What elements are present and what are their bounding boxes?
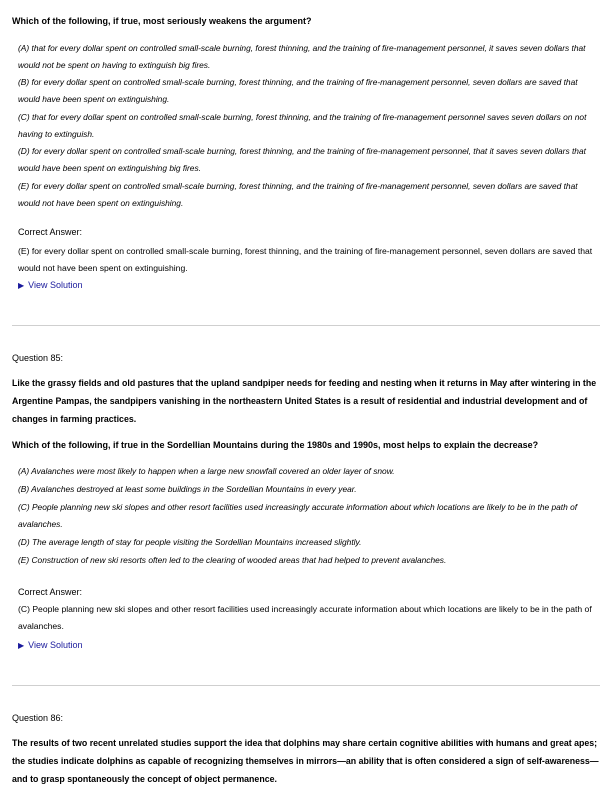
q85-option-b: (B) Avalanches destroyed at least some buildings in the Sordellian Mountains in every year. [18, 484, 357, 494]
q85-options [18, 463, 600, 570]
q84-option-c: (C) that for every dollar spent on controlled small-scale burning, forest thinning, and the training of fire-management personnel saves seven dollars on not having to extinguish. [18, 112, 587, 139]
q84-answer: (E) for every dollar spent on controlled small-scale burning, forest thinning, and the training of fire-management personnel, seven dollars are saved that would not have been spent on extinguishing. [18, 246, 593, 273]
q85-view-solution-label: View Solution [28, 640, 83, 650]
q84-answer-label: Correct Answer: [18, 227, 83, 237]
q84-options [18, 40, 600, 212]
q84-option-a: (A) that for every dollar spent on controlled small-scale burning, forest thinning, and the training of fire-management personnel, it saves seven dollars that would not be spent on having to extinguish big fires. [18, 43, 586, 70]
q85-option-a: (A) Avalanches were most likely to happen when a large new snowfall covered an older layer of snow. [18, 466, 395, 476]
q85-answer: (C) People planning new ski slopes and other resort facilities used increasingly accurate information about which locations are likely to be in the path of avalanches. [18, 604, 592, 631]
q85-passage: Like the grassy fields and old pastures that the upland sandpiper needs for feeding and nesting when it returns in May after wintering in the Argentine Pampas, the sandpipers vanishing in the northeastern United States is a result of residential and industrial development and of changes in farming practices. [12, 378, 597, 424]
q84-option-d: (D) for every dollar spent on controlled small-scale burning, forest thinning, and the training of fire-management personnel, that it saves seven dollars that would have been spent on extinguishing big fires. [18, 146, 586, 173]
q84-prompt: Which of the following, if true, most seriously weakens the argument? [12, 16, 312, 26]
q85-option-e: (E) Construction of new ski resorts often led to the clearing of wooded areas that had helped to prevent avalanches. [18, 555, 447, 565]
divider [12, 685, 600, 686]
q85-option-c: (C) People planning new ski slopes and other resort facilities used increasingly accurate information about which locations are likely to be in the path of avalanches. [18, 502, 578, 529]
q86-passage: The results of two recent unrelated studies support the idea that dolphins may share certain cognitive abilities with humans and great apes; the studies indicate dolphins as capable of recognizing themselves in mirrors—an ability that is often considered a sign of self-awareness—and to grasp spontaneously the concept of object permanence. [12, 738, 599, 784]
divider [12, 325, 600, 326]
q85-option-d: (D) The average length of stay for people visiting the Sordellian Mountains increased slightly. [18, 537, 362, 547]
q85-prompt: Which of the following, if true in the Sordellian Mountains during the 1980s and 1990s, most helps to explain the decrease? [12, 440, 539, 450]
q84-view-solution-label: View Solution [28, 280, 83, 290]
triangle-right-icon: ▶ [18, 281, 25, 290]
q85-answer-label: Correct Answer: [18, 587, 83, 597]
q84-option-e: (E) for every dollar spent on controlled small-scale burning, forest thinning, and the training of fire-management personnel, seven dollars are saved that would not have been spent on extinguishing. [18, 181, 578, 208]
q84-view-solution-button[interactable] [18, 276, 83, 295]
q85-number: Question 85: [12, 353, 64, 363]
triangle-right-icon: ▶ [18, 641, 25, 650]
q85-view-solution-button[interactable] [18, 636, 83, 655]
q86-number: Question 86: [12, 713, 64, 723]
q84-option-b: (B) for every dollar spent on controlled small-scale burning, forest thinning, and the training of fire-management personnel, seven dollars are saved that would have been spent on extinguishing. [18, 77, 578, 104]
